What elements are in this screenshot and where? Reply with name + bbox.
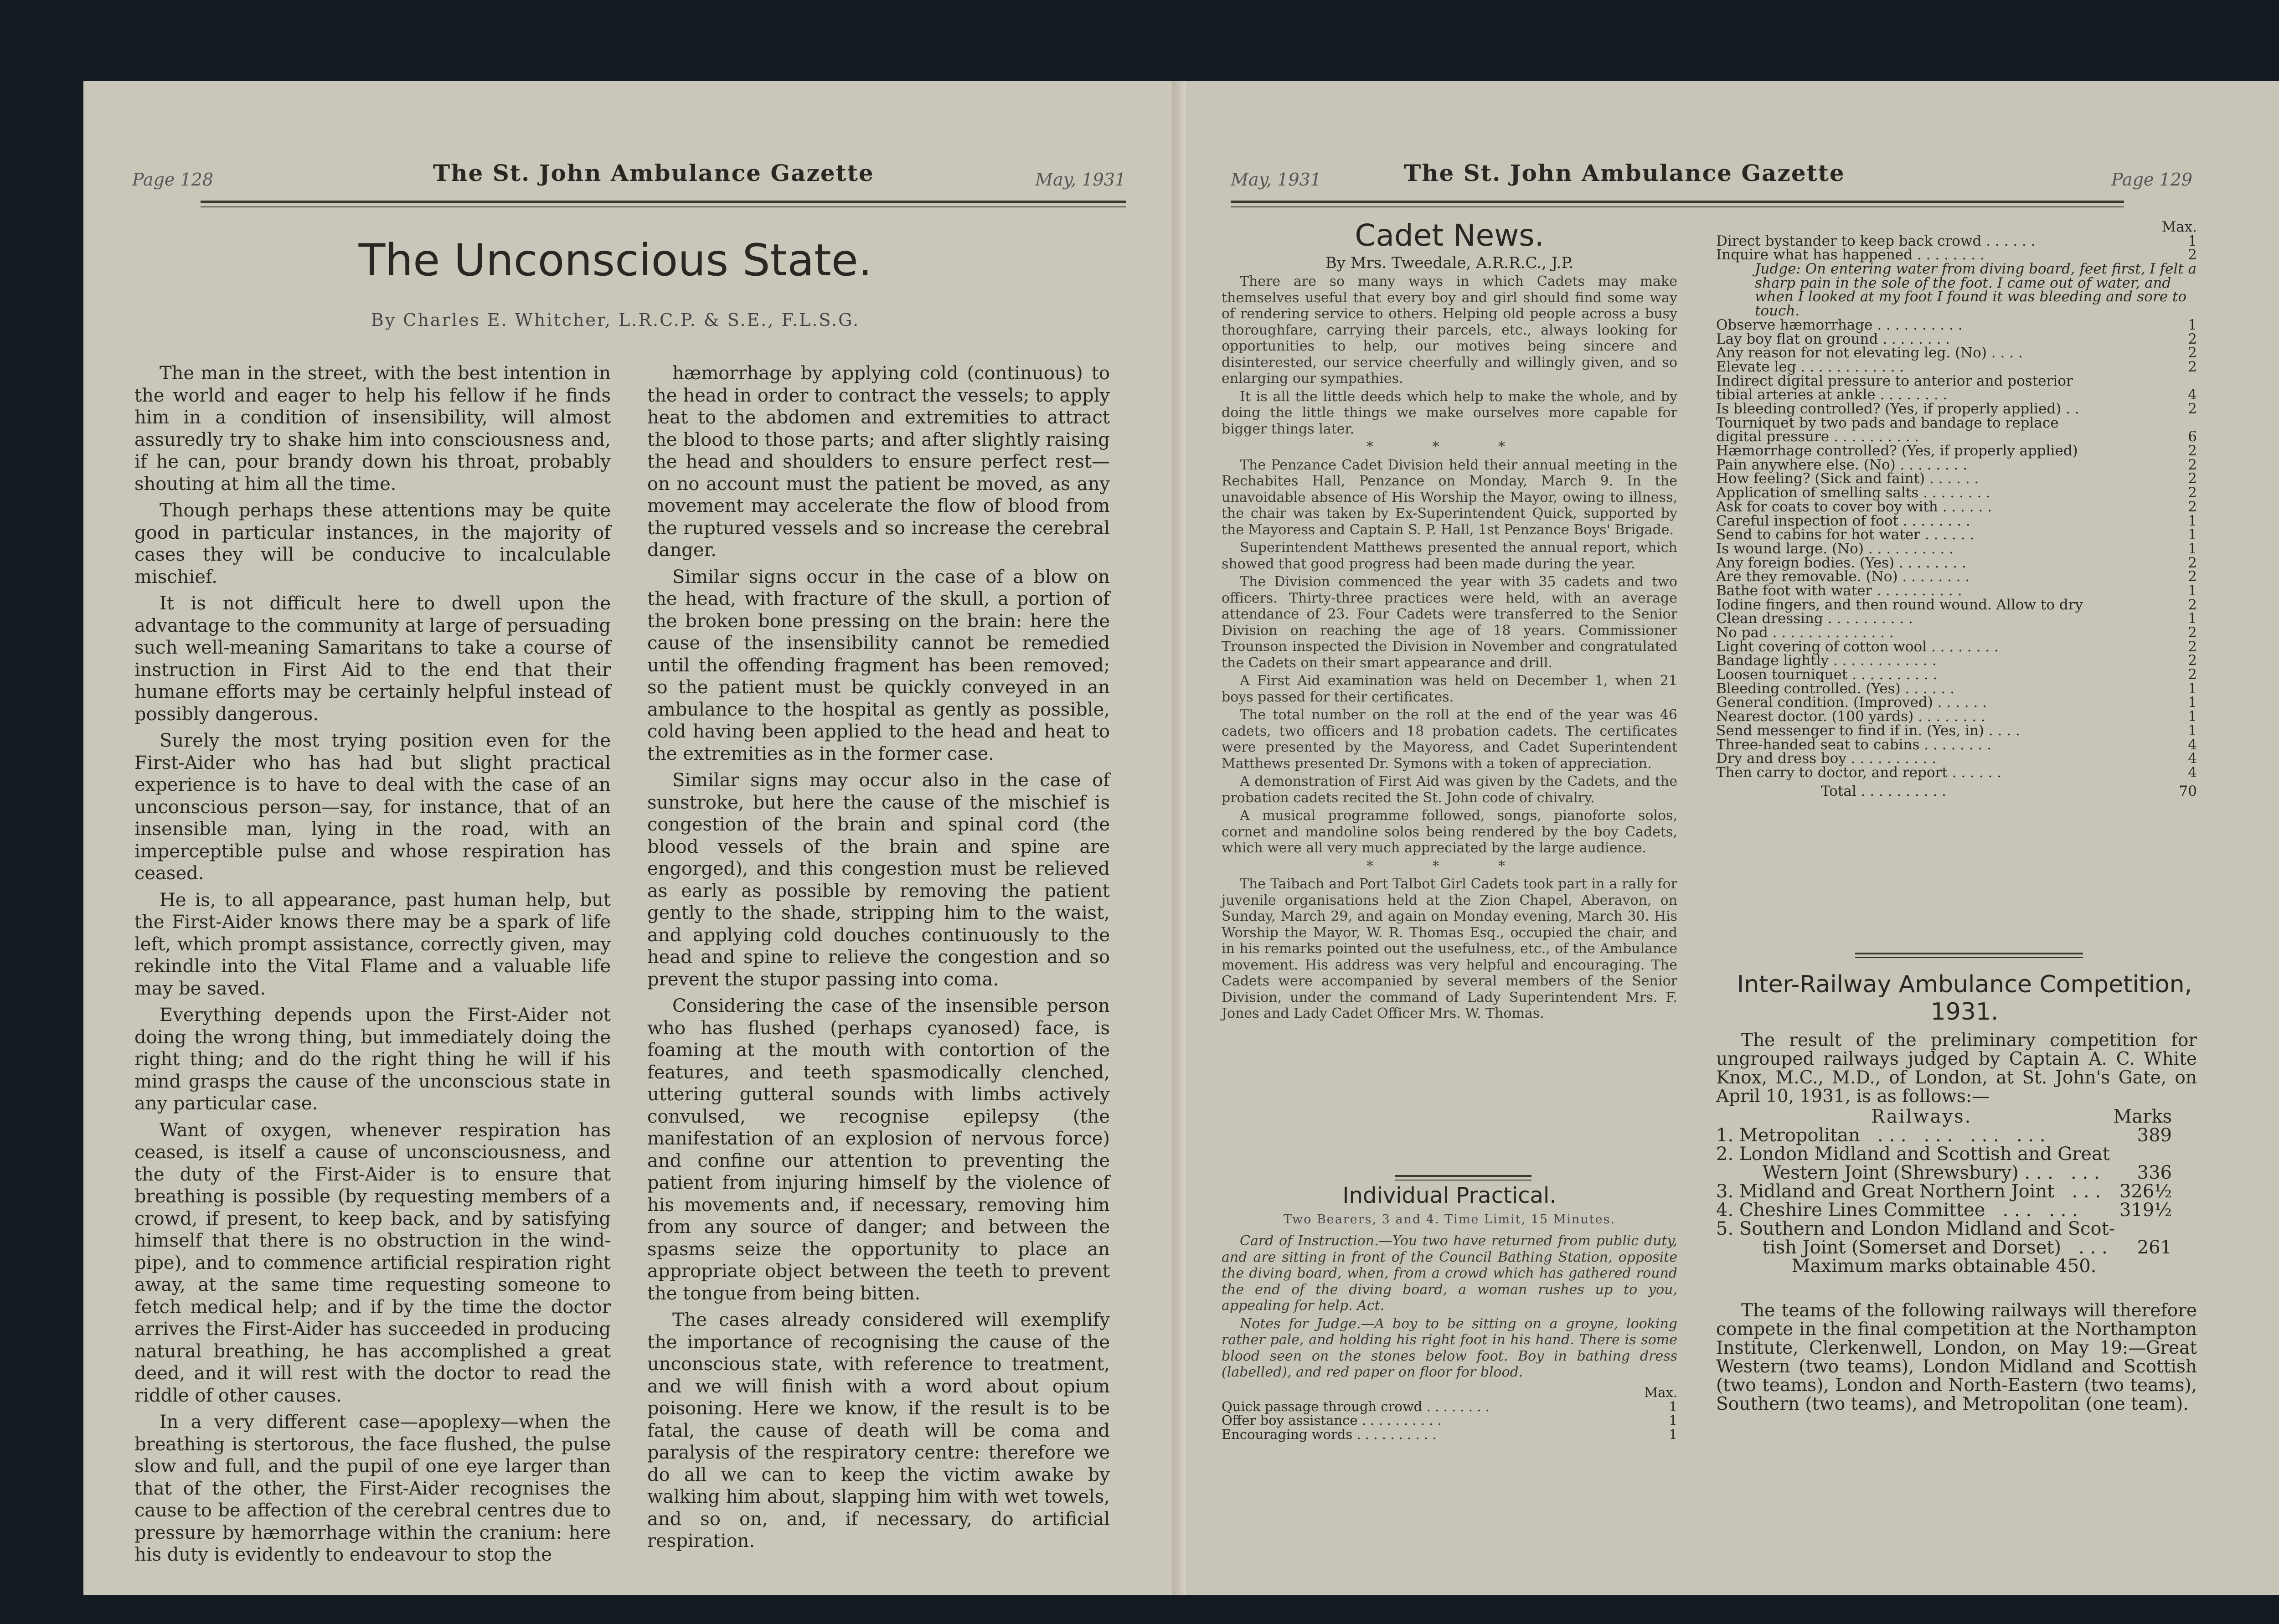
result-row	[1716, 1238, 2172, 1257]
section-divider	[1855, 953, 2083, 958]
table-row	[1716, 388, 2197, 402]
table-row	[1716, 346, 2197, 360]
row-label: Is bleeding controlled? (Yes, if properly applied) . .	[1716, 401, 2079, 417]
section-stars: * * *	[1366, 858, 1533, 874]
table-row	[1716, 752, 2197, 766]
left-header	[132, 160, 1126, 196]
table-row	[1716, 640, 2197, 654]
inter-railway-intro	[1716, 1031, 2197, 1110]
row-label: Offer boy assistance . . . . . . . . . .	[1222, 1413, 1442, 1428]
row-max: 2	[2188, 498, 2197, 515]
row-max: 2	[2188, 624, 2197, 641]
row-label: digital pressure . . . . . . . . . .	[1716, 428, 1919, 445]
table-row	[1716, 654, 2197, 668]
max-marks-text: Maximum marks obtainable 450.	[1791, 1256, 2097, 1277]
table-row	[1222, 1400, 1677, 1414]
row-max: 1	[2188, 582, 2197, 599]
row-label: Loosen tourniquet . . . . . . . . . .	[1716, 666, 1938, 683]
paragraph: Superintendent Matthews presented the annual report, which showed that good progress had been made during the year.	[1222, 540, 1677, 572]
row-max: 4	[2188, 736, 2197, 753]
individual-practical-subtitle: Two Bearers, 3 and 4. Time Limit, 15 Minutes.	[1283, 1212, 1616, 1227]
row-max: 6	[2188, 428, 2197, 445]
row-label: Light covering of cotton wool . . . . . . . .	[1716, 638, 1999, 655]
table-row	[1716, 444, 2197, 458]
row-max: 4	[2188, 764, 2197, 781]
row-max: 2	[2188, 470, 2197, 487]
row-label: Inquire what has happened . . . . . . . .	[1716, 247, 1985, 263]
railway-name: 3. Midland and Great Northern Joint . . .	[1716, 1181, 2101, 1202]
table-row	[1716, 472, 2197, 486]
row-label: Observe hæmorrhage . . . . . . . . . .	[1716, 316, 1963, 333]
row-label: Any reason for not elevating leg. (No) . . . .	[1716, 345, 2023, 361]
paragraph: Want of oxygen, whenever respiration has ceased, is itself a cause of unconsciousness, and the duty of the First-Aider is to ensure that breathing is possible (by requesting members of a crowd, if present, to keep back, and by satisfying himself that there is no obstruction in the wind-pipe), and to commence artificial respiration right away, at the same time requesting someone to fetch medical help; and if by the time the doctor arrives the First-Aider has succeeded in producing natural breathing, he has accomplished a great deed, and it will rest with the doctor to read the riddle of other causes.	[134, 1119, 611, 1406]
table-row	[1716, 612, 2197, 626]
row-max: 2	[2188, 596, 2197, 613]
table-row	[1222, 1413, 1677, 1428]
result-row	[1716, 1126, 2172, 1145]
table-row	[1716, 696, 2197, 710]
row-label: Dry and dress boy . . . . . . . . . .	[1716, 750, 1936, 767]
row-label: Three-handed seat to cabins . . . . . . . .	[1716, 736, 1992, 753]
paragraph: Surely the most trying position even for the First-Aider who has had but slight practical experience is to have to deal with the case of an unconscious person—say, for instance, that of an insensible man, lying in the road, with an imperceptible pulse and whose respiration has ceased.	[134, 730, 611, 884]
table-row	[1716, 360, 2197, 374]
railway-name: Western Joint (Shrewsbury) . . . . . .	[1716, 1162, 2100, 1183]
cadet-news-body	[1222, 273, 1677, 1024]
table-row	[1716, 598, 2197, 612]
row-max: 2	[2188, 652, 2197, 669]
individual-practical-title: Individual Practical.	[1342, 1183, 1557, 1208]
scoring-rows	[1716, 234, 2197, 780]
section-divider	[1395, 1175, 1531, 1181]
table-header	[1222, 1386, 1677, 1400]
row-label: Bleeding controlled. (Yes) . . . . . .	[1716, 680, 1954, 697]
row-label: No pad . . . . . . . . . . . . . .	[1716, 624, 1894, 641]
right-page-number: Page 129	[2111, 170, 2192, 190]
individual-score-table	[1222, 1386, 1677, 1442]
row-max: 2	[2188, 247, 2197, 263]
table-row	[1222, 1428, 1677, 1442]
table-row	[1716, 318, 2197, 332]
row-label: Careful inspection of foot . . . . . . . .	[1716, 512, 1970, 529]
table-row	[1716, 766, 2197, 780]
row-max: 1	[2188, 316, 2197, 333]
row-label: Lay boy flat on ground . . . . . . . .	[1716, 330, 1950, 347]
railway-marks: 389	[2137, 1125, 2172, 1146]
table-row	[1716, 556, 2197, 570]
inter-railway-title: Inter-Railway Ambulance Competition,	[1737, 971, 2192, 998]
article-column-1	[134, 362, 611, 1571]
max-marks	[1716, 1257, 2172, 1276]
paragraph: The teams of the following railways will therefore compete in the final competition at the Northampton Institute, Clerkenwell, London, on May 19:—Great Western (two teams), London Midland and Scottish (two teams), London and North-Eastern (two teams), Southern (two teams), and Metropolitan (one team).	[1716, 1300, 2197, 1414]
row-max: 2	[2188, 358, 2197, 375]
table-row	[1716, 710, 2197, 724]
left-page-number: Page 128	[132, 170, 213, 190]
section-stars: * * *	[1366, 439, 1533, 455]
card-of-instruction: Card of Instruction.—You two have returned from public duty, and are sitting in front of the Council Bathing Station, opposite the diving board, when, from a crowd which has gathered round the end of the diving board, a woman rushes up to you, appealing for help. Act.	[1222, 1233, 1677, 1314]
row-label: Bandage lightly . . . . . . . . . . . .	[1716, 652, 1937, 669]
row-label: Indirect digital pressure to anterior and posterior	[1716, 372, 2073, 389]
row-max: 2	[2188, 330, 2197, 347]
left-issue-date: May, 1931	[1035, 170, 1126, 190]
table-row	[1716, 668, 2197, 682]
row-max: 2	[2188, 485, 2197, 501]
railway-marks: 261	[2137, 1237, 2172, 1258]
paragraph: A musical programme followed, songs, pianoforte solos, cornet and mandoline solos being rendered by the boy Cadets, which were all very much appreciated by the large audience.	[1222, 808, 1677, 856]
row-max: 1	[2188, 694, 2197, 711]
table-row	[1716, 234, 2197, 248]
table-row	[1716, 514, 2197, 528]
paragraph: The Division commenced the year with 35 cadets and two officers. Thirty-three practices were held, with an average attendance of 23. Four Cadets were transferred to the Senior Division on reaching the age of 18 years. Commissioner Trounson inspected the Division in November and congratulated the Cadets on their smart appearance and drill.	[1222, 574, 1677, 671]
inter-railway-outro	[1716, 1301, 2197, 1418]
table-row	[1716, 542, 2197, 556]
paragraph: Though perhaps these attentions may be quite good in particular instances, in the majority of cases they will be conducive to incalculable mischief.	[134, 500, 611, 588]
max-column-label: Max.	[2161, 219, 2197, 235]
row-max: 1	[2188, 722, 2197, 739]
paragraph: Similar signs occur in the case of a blow on the head, with fracture of the skull, a portion of the broken bone pressing on the brain: here the cause of the insensibility cannot be remedied until the offending fragment has been removed; so the patient must be quickly conveyed in an ambulance to the hospital as gently as possible, cold having been applied to the head and heat to the extremities as in the former case.	[647, 566, 1110, 764]
total-value: 70	[2179, 783, 2197, 799]
railway-name: 5. Southern and London Midland and Scot-	[1716, 1218, 2115, 1239]
row-max: 2	[2188, 345, 2197, 361]
scoring-table	[1716, 220, 2197, 798]
marks-column-label: Marks	[2113, 1106, 2172, 1127]
row-label: Pain anywhere else. (No) . . . . . . . .	[1716, 456, 1968, 473]
table-row	[1716, 724, 2197, 738]
left-running-title: The St. John Ambulance Gazette	[433, 160, 874, 186]
paragraph: A First Aid examination was held on December 1, when 21 boys passed for their certificates.	[1222, 673, 1677, 705]
railway-name: tish Joint (Somerset and Dorset) . . .	[1716, 1237, 2108, 1258]
judge-note: Judge: On entering water from diving board, feet first, I felt a sharp pain in the sole of the foot. I came out of water, and when I looked at my foot I found it was bleeding and sore to touch.	[1755, 261, 2197, 320]
row-label: Hæmorrhage controlled? (Yes, if properly applied)	[1716, 443, 2078, 459]
railway-marks: 336	[2137, 1162, 2172, 1183]
right-running-title: The St. John Ambulance Gazette	[1404, 160, 1845, 186]
table-row	[1716, 430, 2197, 444]
table-row	[1716, 500, 2197, 514]
table-row	[1716, 402, 2197, 416]
row-label: Iodine fingers, and then round wound. Allow to dry	[1716, 596, 2083, 613]
row-label: Elevate leg . . . . . . . . . . . .	[1716, 358, 1904, 375]
railway-rows	[1716, 1126, 2172, 1257]
paragraph: It is not difficult here to dwell upon the advantage to the community at large of persuading such well-meaning Samaritans to take a course of instruction in First Aid to the end that their humane efforts may be certainly helpful instead of possibly dangerous.	[134, 593, 611, 725]
row-label: Quick passage through crowd . . . . . . . .	[1222, 1398, 1490, 1414]
individual-practical-body	[1222, 1233, 1677, 1382]
paragraph: Considering the case of the insensible person who has flushed (perhaps cyanosed) face, is foaming at the mouth with contortion of the features, and teeth spasmodically clenched, uttering gutteral sounds with limbs actively convulsed, we recognise epilepsy (the manifestation of an explosion of nervous force) and confine our attention to preventing the patient from injuring himself by the violence of his movements and, if necessary, removing him from any source of danger; and between the spasms seize the opportunity to place an appropriate object between the teeth to prevent the tongue from being bitten.	[647, 995, 1110, 1304]
row-label: General condition. (Improved) . . . . . .	[1716, 694, 1987, 711]
table-row	[1716, 626, 2197, 640]
row-label: tibial arteries at ankle . . . . . . . .	[1716, 387, 1948, 403]
max-column-label: Max.	[1644, 1385, 1677, 1400]
row-label: Then carry to doctor, and report . . . . . .	[1716, 764, 2002, 781]
paragraph: Similar signs may occur also in the case of sunstroke, but here the cause of the mischief is congestion of the brain and spinal cord (the blood vessels of the brain and spine are engorged), and this congestion must be relieved as early as possible by removing the patient gently to the shade, stripping him to the waist, and applying cold douches continuously to the head and spine to relieve the congestion and so prevent the stupor passing into coma.	[647, 770, 1110, 990]
table-header	[1716, 220, 2197, 234]
row-label: Direct bystander to keep back crowd . . . . . .	[1716, 232, 2036, 249]
table-row	[1716, 486, 2197, 500]
total-label: Total . . . . . . . . . .	[1821, 783, 1946, 799]
row-max: 2	[2188, 401, 2197, 417]
row-label: Clean dressing . . . . . . . . . .	[1716, 610, 1913, 627]
row-max: 2	[2188, 666, 2197, 683]
table-row	[1716, 682, 2197, 696]
result-row	[1716, 1201, 2172, 1220]
row-max: 4	[2188, 750, 2197, 767]
railway-name: 2. London Midland and Scottish and Great	[1716, 1144, 2110, 1165]
row-max: 1	[2188, 708, 2197, 725]
paragraph: It is all the little deeds which help to make the whole, and by doing the little things we make ourselves more capable for bigger things later.	[1222, 388, 1677, 437]
result-row	[1716, 1182, 2172, 1201]
row-max: 2	[2188, 456, 2197, 473]
paragraph: There are so many ways in which Cadets may make themselves useful that every boy and girl should find some way of rendering service to others. Helping old people across a busy thoroughfare, carrying their parcels, etc., always looking for opportunities to help, our motives being sincere and disinterested, our service cheerfully and willingly given, and so enlarging our sympathies.	[1222, 273, 1677, 387]
row-max: 1	[2188, 680, 2197, 697]
paragraph: The total number on the roll at the end of the year was 46 cadets, two officers and 18 probation cadets. The certificates were presented by the Mayoress, and Cadet Superintendent Matthews presented Dr. Symons with a token of appreciation.	[1222, 707, 1677, 772]
table-row	[1716, 458, 2197, 472]
row-max: 2	[2188, 443, 2197, 459]
row-max: 4	[2188, 387, 2197, 403]
row-max: 1	[2188, 526, 2197, 543]
right-header-rule	[1231, 201, 2124, 207]
table-row	[1716, 248, 2197, 262]
paragraph: The cases already considered will exemplify the importance of recognising the cause of the unconscious state, with reference to treatment, and we will finish with a word about opium poisoning. Here we know, if the result is to be fatal, the cause of death will be coma and paralysis of the respiratory centre: therefore we do all we can to keep the victim awake by walking him about, slapping him with wet towels, and so on, and, if necessary, do artificial respiration.	[647, 1310, 1110, 1552]
railway-name: 1. Metropolitan . . . . . . . . . . . .	[1716, 1125, 2046, 1146]
row-max: 2	[2188, 554, 2197, 571]
row-label: Any foreign bodies. (Yes) . . . . . . . .	[1716, 554, 1966, 571]
table-header	[1716, 1108, 2172, 1126]
row-label: Are they removable. (No) . . . . . . . .	[1716, 568, 1970, 585]
article-column-2	[647, 362, 1110, 1557]
result-row	[1716, 1145, 2172, 1164]
row-label: Send messenger to find if in. (Yes, in) . . . .	[1716, 722, 2020, 739]
table-row	[1716, 570, 2197, 584]
row-label: Application of smelling salts . . . . . . . .	[1716, 485, 1990, 501]
row-max: 1	[2188, 610, 2197, 627]
cadet-news-title: Cadet News.	[1355, 218, 1544, 253]
right-header	[1231, 160, 2192, 196]
table-row	[1716, 584, 2197, 598]
result-row	[1716, 1220, 2172, 1238]
paragraph: In a very different case—apoplexy—when the breathing is stertorous, the face flushed, the pulse slow and full, and the pupil of one eye larger than that of the other, the First-Aider recognises the cause to be affection of the cerebral centres due to pressure by hæmorrhage within the cranium: here his duty is evidently to endeavour to stop the	[134, 1412, 611, 1565]
row-max: 1	[1669, 1413, 1677, 1428]
paragraph: Everything depends upon the First-Aider not doing the wrong thing, but immediately doing the right thing; and do the right thing he will if his mind grasps the cause of the unconscious state in any particular case.	[134, 1005, 611, 1114]
row-max: 2	[2188, 638, 2197, 655]
railway-results-table	[1716, 1108, 2172, 1276]
paragraph: A demonstration of First Aid was given by the Cadets, and the probation cadets recited the St. John code of chivalry.	[1222, 773, 1677, 806]
row-max: 1	[2188, 232, 2197, 249]
table-row	[1716, 374, 2197, 388]
paragraph: The result of the preliminary competition for ungrouped railways judged by Captain A. C. White Knox, M.C., M.D., of London, at St. John's Gate, on April 10, 1931, is as follows:—	[1716, 1030, 2197, 1107]
table-row	[1716, 332, 2197, 346]
paragraph: The Taibach and Port Talbot Girl Cadets took part in a rally for juvenile organisations held at the Zion Chapel, Aberavon, on Sunday, March 29, and again on Monday evening, March 30. His Worship the Mayor, W. R. Thomas Esq., occupied the chair, and in his remarks pointed out the usefulness, etc., of the Ambulance movement. His address was very helpful and encouraging. The Cadets were accompanied by several members of the Senior Division, under the command of Lady Superintendent Mrs. F. Jones and Lady Cadet Officer Mrs. W. Thomas.	[1222, 876, 1677, 1021]
cadet-news-byline: By Mrs. Tweedale, A.R.R.C., J.P.	[1325, 254, 1574, 272]
row-label: Tourniquet by two pads and bandage to replace	[1716, 414, 2059, 431]
row-label: Encouraging words . . . . . . . . . .	[1222, 1427, 1437, 1443]
table-row	[1716, 528, 2197, 542]
table-row	[1716, 738, 2197, 752]
paragraph: hæmorrhage by applying cold (continuous) to the head in order to contract the vessels; to apply heat to the abdomen and extremities to attract the blood to those parts; and after slightly raising the head and shoulders to ensure perfect rest—on no account must the patient be moved, as any movement may accelerate the flow of blood from the ruptured vessels and so increase the cerebral danger.	[647, 363, 1110, 561]
left-header-rule	[201, 201, 1126, 207]
article-byline: By Charles E. Whitcher, L.R.C.P. & S.E., F.L.S.G.	[371, 310, 860, 330]
railway-marks: 326½	[2119, 1181, 2172, 1202]
row-max: 2	[2188, 568, 2197, 585]
row-label: How feeling? (Sick and faint) . . . . . .	[1716, 470, 1979, 487]
row-label: Nearest doctor. (100 yards) . . . . . . . .	[1716, 708, 1985, 725]
result-row	[1716, 1164, 2172, 1182]
row-label: Send to cabins for hot water . . . . . .	[1716, 526, 1975, 543]
row-max: 1	[2188, 540, 2197, 557]
row-max: 1	[1669, 1427, 1677, 1443]
right-issue-date: May, 1931	[1231, 170, 1321, 190]
row-label: Bathe foot with water . . . . . . . . . .	[1716, 582, 1962, 599]
inter-railway-year: 1931.	[1930, 998, 1999, 1026]
row-max: 1	[2188, 512, 2197, 529]
paragraph: The man in the street, with the best intention in the world and eager to help his fellow if he finds him in a condition of insensibility, will almost assuredly try to shake him into consciousness and, if he can, pour brandy down his throat, probably shouting at him all the time.	[134, 363, 611, 495]
railway-marks: 319½	[2119, 1200, 2172, 1221]
paragraph: The Penzance Cadet Division held their annual meeting in the Rechabites Hall, Penzance on Monday, March 9. In the unavoidable absence of His Worship the Mayor, owing to illness, the chair was taken by Ex-Superintendent Quick, supported by the Mayoress and Captain S. P. Hall, 1st Penzance Boys' Brigade.	[1222, 457, 1677, 538]
row-label: Is wound large. (No) . . . . . . . . . .	[1716, 540, 1954, 557]
row-max: 1	[1669, 1398, 1677, 1414]
railway-name: 4. Cheshire Lines Committee . . . . . .	[1716, 1200, 2078, 1221]
paragraph: He is, to all appearance, past human help, but the First-Aider knows there may be a spark of life left, which prompt assistance, correctly given, may rekindle into the Vital Flame and a valuable life may be saved.	[134, 889, 611, 999]
article-title: The Unconscious State.	[358, 235, 872, 286]
railways-column-label: Railways.	[1871, 1106, 1972, 1127]
row-label: Ask for coats to cover boy with . . . . . .	[1716, 498, 1992, 515]
notes-for-judge: Notes for Judge.—A boy to be sitting on a groyne, looking rather pale, and holding his right foot in his hand. There is some blood seen on the stones below foot. Boy in bathing dress (labelled), and red paper on floor for blood.	[1222, 1315, 1677, 1380]
total-row	[1716, 784, 2197, 799]
table-row	[1716, 416, 2197, 430]
